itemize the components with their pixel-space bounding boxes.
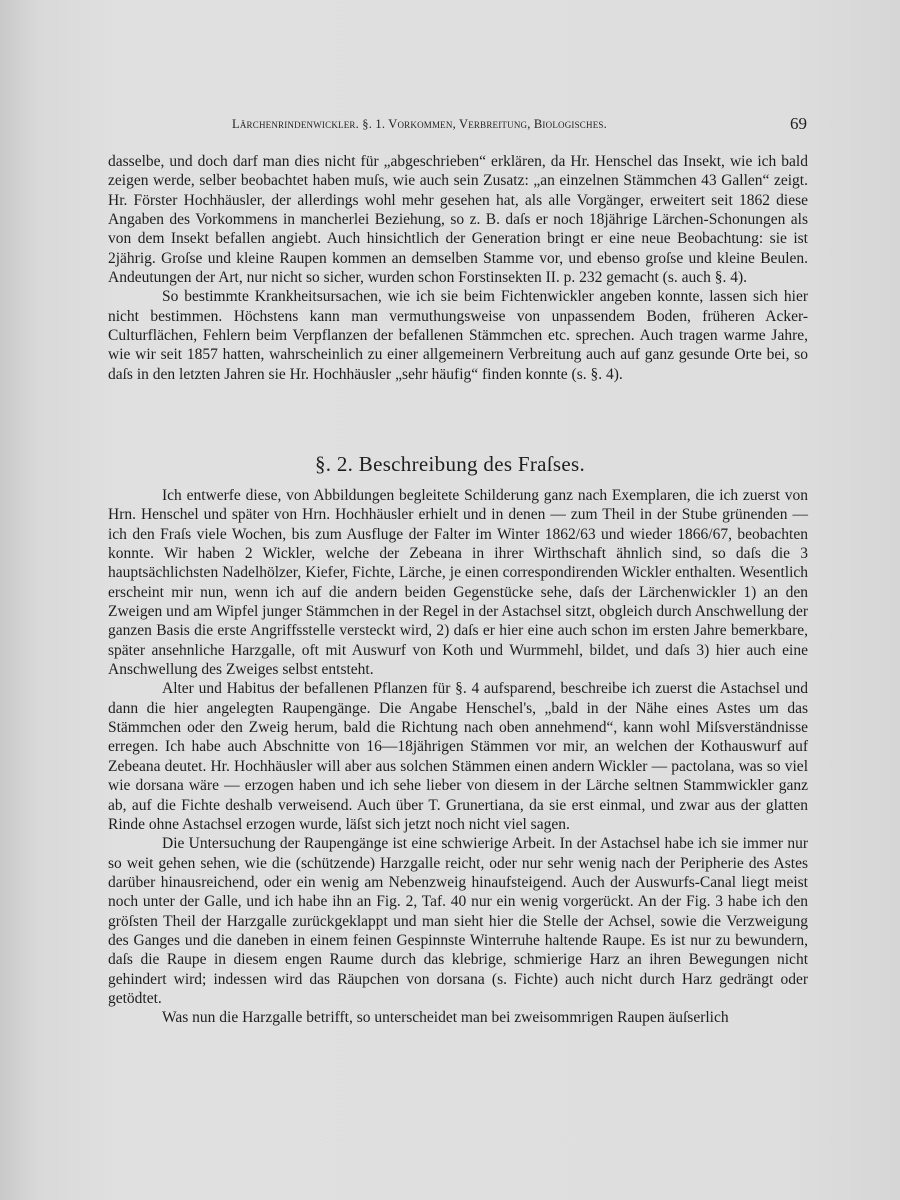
paragraph: dasselbe, und doch darf man dies nicht für „abgeschrieben“ erklären, da Hr. Henschel das Insekt, wie ich bald zeigen werde, selber beobachtet haben muſs, wie auch sein Zusatz: „an einzelnen Stämmchen 43 Gallen“ zeigt. Hr. Förster Hochhäusler, der allerdings wohl mehr gesehen hat, als alle Vorgänger, erweitert seit 1862 diese Angaben des Vorkommens in mancherlei Beziehung, so z. B. daſs er noch 18jährige Lärchen-Schonungen als von dem Insekt befallen angiebt. Auch hinsichtlich der Generation bringt er eine neue Beobachtung: sie ist 2jährig. Groſse und kleine Raupen kommen an demselben Stamme vor, und ebenso groſse und kleine Beulen. Andeutungen der Art, nur nicht so sicher, wurden schon Forstinsekten II. p. 232 gemacht (s. auch §. 4). (108, 153, 808, 287)
running-title: Lärchenrindenwickler. §. 1. Vorkommen, Verbreitung, Biologisches. (232, 117, 607, 131)
paragraph: Alter und Habitus der befallenen Pflanzen für §. 4 aufsparend, beschreibe ich zuerst die Astachsel und dann die hier angelegten Raupengänge. Die Angabe Henschel's, „bald in der Nähe eines Astes um das Stämmchen oder den Zweig herum, bald die Richtung nach oben annehmend“, kann wohl Miſsverständnisse erregen. Ich habe auch Abschnitte von 16—18jährigen Stämmen vor mir, an welchen der Kothauswurf auf Zebeana deutet. Hr. Hochhäusler will aber aus solchen Stämmen einen andern Wickler — pactolana, was so viel wie dorsana wäre — erzogen haben und ich sehe lieber von diesem in der Lärche seltnen Stammwickler ganz ab, auf die Fichte deshalb verweisend. Auch über T. Grunertiana, da sie erst einmal, und zwar aus der glatten Rinde ohne Astachsel erzogen wurde, läſst sich jetzt noch nicht viel sagen. (108, 680, 808, 833)
text-block-top (108, 152, 808, 384)
paragraph: So bestimmte Krankheitsursachen, wie ich sie beim Fichtenwickler angeben konnte, lassen sich hier nicht bestimmen. Höchstens kann man vermuthungsweise von unpassendem Boden, früheren Acker-Culturflächen, Fehlern beim Verpflanzen der befallenen Stämmchen etc. sprechen. Auch tragen warme Jahre, wie wir seit 1857 hatten, wahrscheinlich zu einer allgemeinern Verbreitung auch auf ganz gesunde Orte bei, so daſs in den letzten Jahren sie Hr. Hochhäusler „sehr häufig“ finden konnte (s. §. 4). (108, 288, 808, 383)
paragraph: Die Untersuchung der Raupengänge ist eine schwierige Arbeit. In der Astachsel habe ich sie immer nur so weit gehen sehen, wie die (schützende) Harzgalle reicht, oder nur sehr wenig nach der Peripherie des Astes darüber hinausreichend, oder ein wenig am Nebenzweig hinaufsteigend. Auch der Auswurfs-Canal liegt meist noch unter der Galle, und ich habe ihn an Fig. 2, Taf. 40 nur ein wenig vorgerückt. An der Fig. 3 habe ich den gröſsten Theil der Harzgalle zurückgeklappt und man sieht hier die Stelle der Achsel, sowie die Verzweigung des Ganges und die daneben in einem feinen Gespinnste Winterruhe haltende Raupe. Es ist nur zu bewundern, daſs die Raupe in diesem engen Raume durch das klebrige, schmierige Harz an ihren Bewegungen nicht gehindert wird; indessen wird das Räupchen von dorsana (s. Fichte) auch nicht durch Harz gedrängt oder getödtet. (108, 835, 808, 1007)
paragraph: Ich entwerfe diese, von Abbildungen begleitete Schilderung ganz nach Exemplaren, die ich zuerst von Hrn. Henschel und später von Hrn. Hochhäusler erhielt und in denen — zum Theil in der Stube grünenden — ich den Fraſs viele Wochen, bis zum Ausfluge der Falter im Winter 1862/63 und wieder 1866/67, beobachten konnte. Wir haben 2 Wickler, welche der Zebeana in ihrer Wirthschaft ähnlich sind, so daſs die 3 hauptsächlichsten Nadelhölzer, Kiefer, Fichte, Lärche, je einen correspondirenden Wickler enthalten. Wesentlich erscheint mir nun, wenn ich auf die andern beiden Gegenstücke sehe, daſs der Lärchenwickler 1) an den Zweigen und am Wipfel junger Stämmchen in der Regel in der Astachsel sitzt, obgleich durch Anschwellung der ganzen Basis die erste Angriffsstelle versteckt wird, 2) daſs er hier eine auch schon im ersten Jahre bemerkbare, später ansehnliche Harzgalle, oft mit Auswurf von Koth und Wurmmehl, bildet, und daſs 3) hier auch eine Anschwellung des Zweiges selbst entsteht. (108, 487, 808, 679)
text-block-bottom (108, 486, 808, 1028)
section-heading: §. 2. Beschreibung des Fraſses. (314, 452, 585, 476)
paragraph: Was nun die Harzgalle betrifft, so unterscheidet man bei zweisommrigen Raupen äuſserlich (162, 1009, 729, 1027)
page-number: 69 (790, 114, 807, 133)
